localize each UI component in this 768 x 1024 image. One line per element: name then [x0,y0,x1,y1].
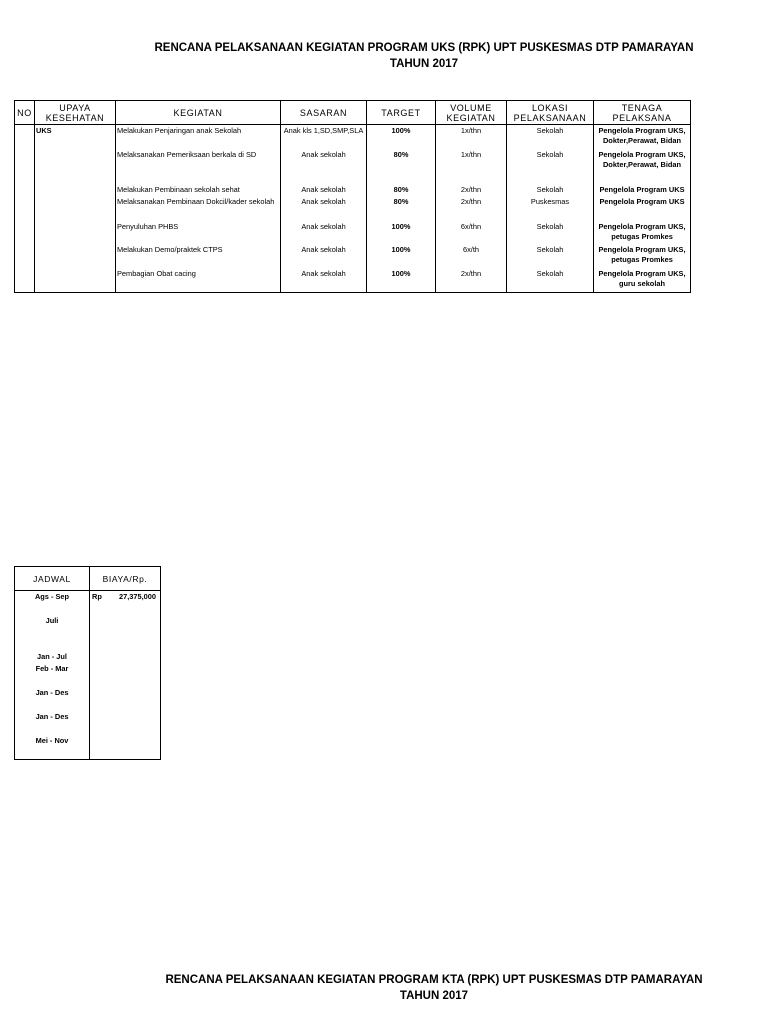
tenaga-cell-line2: Dokter,Perawat, Bidan [602,136,682,145]
target-cell: 100% [391,126,411,135]
lokasi-cell: Sekolah [536,245,564,254]
jadwal-cell: Ags - Sep [34,592,70,601]
title-line-2: TAHUN 2017 [389,58,459,70]
tenaga-cell-line2: guru sekolah [619,279,665,288]
title2-line-1: RENCANA PELAKSANAAN KEGIATAN PROGRAM KTA (RPK) UPT PUSKESMAS DTP PAMARAYAN [165,974,703,986]
jadwal-cell: Jan - Des [35,712,69,721]
header-jadwal: JADWAL [15,567,90,591]
header-upaya [35,101,116,125]
header-volume-line1: VOLUME [450,102,492,113]
header-kegiatan: KEGIATAN [116,101,281,125]
header-biaya: BIAYA/Rp. [90,567,161,591]
jadwal-cell: Jan - Des [35,688,69,697]
tenaga-cell-line2: petugas Promkes [611,232,673,241]
header-lokasi-line2: PELAKSANAAN [513,112,587,123]
sasaran-cell: Anak sekolah [301,185,346,194]
tenaga-cell-line2: petugas Promkes [611,255,673,264]
jadwal-cell: Feb - Mar [35,664,69,673]
volume-cell: 2x/thn [460,197,482,206]
schedule-body-row [15,591,161,760]
col-no [15,125,35,293]
col-jadwal [15,591,90,760]
header-no: NO [15,101,35,125]
header-target: TARGET [367,101,436,125]
header-tenaga-line2: PELAKSANA [612,112,672,123]
lokasi-cell: Sekolah [536,150,564,159]
kegiatan-cell: Pembagian Obat cacing [117,269,196,278]
kegiatan-cell: Melakukan Demo/praktek CTPS [117,245,223,254]
title2-line-2: TAHUN 2017 [399,990,469,1002]
kegiatan-cell: Melaksanakan Pembinaan Dokcil/kader sekolah [117,197,275,206]
volume-cell: 1x/thn [460,150,482,159]
document-title [130,40,718,72]
target-cell: 100% [391,222,411,231]
lokasi-cell: Sekolah [536,269,564,278]
header-lokasi-line1: LOKASI [531,102,569,113]
tenaga-cell-line2: Dokter,Perawat, Bidan [602,160,682,169]
lokasi-cell: Puskesmas [530,197,570,206]
tenaga-cell-line1: Pengelola Program UKS [599,197,685,206]
header-upaya-line1: UPAYA [59,102,91,113]
tenaga-cell-line1: Pengelola Program UKS, [598,269,686,278]
sasaran-cell: Anak sekolah [301,269,346,278]
tenaga-cell-line1: Pengelola Program UKS [599,185,685,194]
col-upaya [35,125,116,293]
schedule-header-row [15,567,161,591]
header-upaya-line2: KESEHATAN [45,112,105,123]
target-cell: 80% [393,185,409,194]
kegiatan-cell: Melakukan Penjaringan anak Sekolah [117,126,242,135]
table-body-row [15,125,691,293]
table-header-row [15,101,691,125]
sasaran-cell: Anak sekolah [301,222,346,231]
volume-cell: 2x/thn [460,185,482,194]
header-lokasi [507,101,594,125]
activity-plan-table [14,100,691,293]
biaya-amount: 27,375,000 [119,592,156,601]
sasaran-cell: Anak sekolah [301,245,346,254]
header-tenaga-line1: TENAGA [621,102,663,113]
header-sasaran: SASARAN [281,101,367,125]
col-target [367,125,436,293]
lokasi-cell: Sekolah [536,126,564,135]
tenaga-cell-line1: Pengelola Program UKS, [598,126,686,135]
col-tenaga [594,125,691,293]
tenaga-cell-line1: Pengelola Program UKS, [598,245,686,254]
jadwal-cell: Jan - Jul [37,652,67,661]
biaya-currency: Rp [92,592,102,601]
schedule-budget-table [14,566,161,760]
volume-cell: 6x/th [462,245,480,254]
target-cell: 80% [393,150,409,159]
sasaran-cell: Anak kls 1,SD,SMP,SLA [283,126,364,135]
sasaran-cell: Anak sekolah [301,150,346,159]
title-line-1: RENCANA PELAKSANAAN KEGIATAN PROGRAM UKS (RPK) UPT PUSKESMAS DTP PAMARAYAN [154,42,694,54]
target-cell: 100% [391,269,411,278]
jadwal-cell: Juli [45,616,59,625]
target-cell: 80% [393,197,409,206]
col-volume [436,125,507,293]
tenaga-cell-line1: Pengelola Program UKS, [598,222,686,231]
col-lokasi [507,125,594,293]
sasaran-cell: Anak sekolah [301,197,346,206]
volume-cell: 6x/thn [460,222,482,231]
col-sasaran [281,125,367,293]
lokasi-cell: Sekolah [536,222,564,231]
volume-cell: 1x/thn [460,126,482,135]
header-tenaga [594,101,691,125]
document-title-2 [140,972,728,1004]
target-cell: 100% [391,245,411,254]
kegiatan-cell: Melakukan Pembinaan sekolah sehat [117,185,240,194]
header-volume-line2: KEGIATAN [446,112,496,123]
header-volume [436,101,507,125]
lokasi-cell: Sekolah [536,185,564,194]
tenaga-cell-line1: Pengelola Program UKS, [598,150,686,159]
volume-cell: 2x/thn [460,269,482,278]
kegiatan-cell: Melaksanakan Pemeriksaan berkala di SD [117,150,257,159]
col-biaya [90,591,161,760]
jadwal-cell: Mei - Nov [35,736,69,745]
col-kegiatan [116,125,281,293]
kegiatan-cell: Penyuluhan PHBS [117,222,179,231]
upaya-value: UKS [36,126,52,135]
